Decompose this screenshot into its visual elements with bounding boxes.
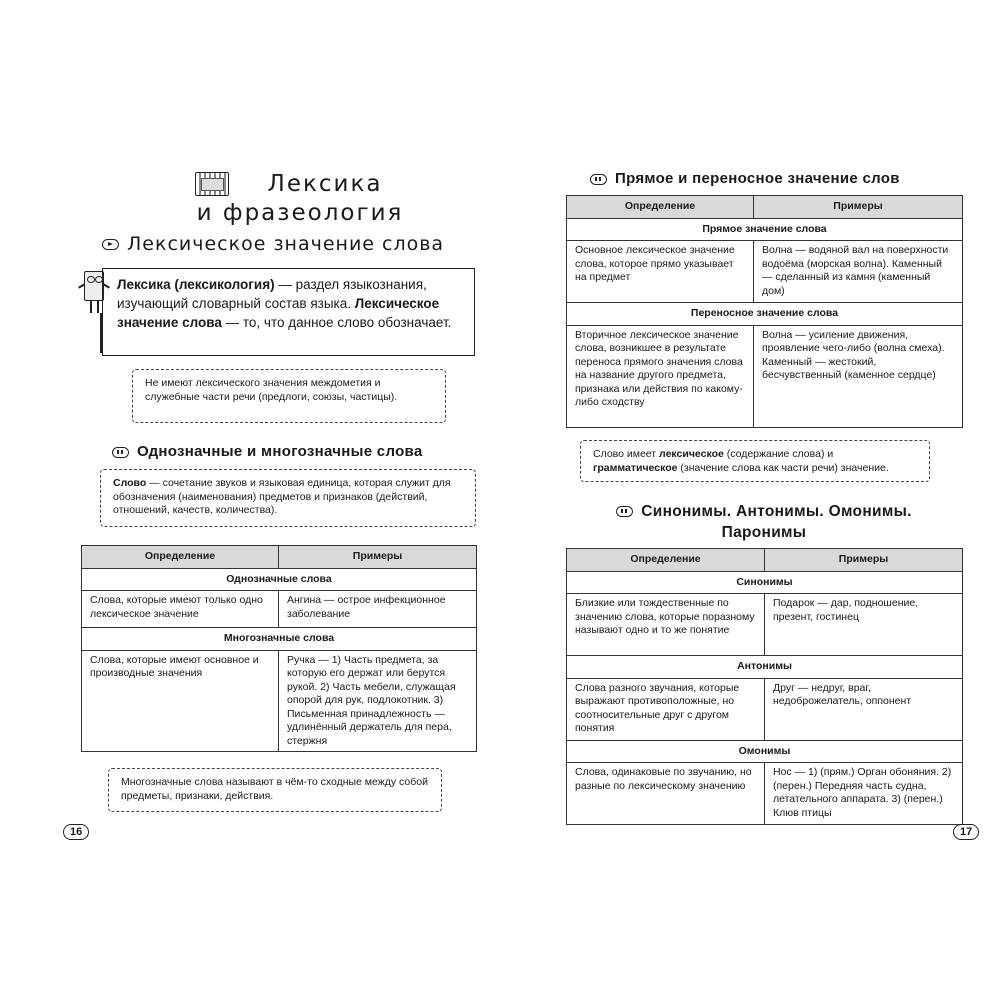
table-cell-definition: Близкие или тождественные по значению слова, которые поразному называют одно и то же понятие — [567, 594, 765, 656]
definition-box-lexicon — [102, 268, 475, 356]
table-section-title: Прямое значение слова — [567, 218, 963, 241]
page-number-right: 17 — [953, 824, 979, 840]
term-lexical-meaning: Лексическое значение слова — [117, 296, 440, 330]
chapter-title — [150, 170, 450, 228]
table-cell-definition: Слова, которые имеют основное и производные значения — [82, 650, 279, 752]
term-word: Слово — [113, 477, 147, 489]
heading-synonyms-line2: Паронимы — [721, 524, 807, 541]
table-cell-examples: Нос — 1) (прям.) Орган обоняния. 2) (перен.) Передняя часть судна, летательного аппарата. 3) (перен.) Клюв птицы — [765, 763, 963, 825]
table-direct-figurative — [566, 195, 963, 428]
table-cell-examples: Ручка — 1) Часть предмета, за которую его держат или берутся рукой. 2) Часть мебели, служащая опорой для рук, подлокотник. 3) Письменная принадлежность — удлинённый держатель для пера, стержня — [279, 650, 477, 752]
note-lexical-grammatical: Слово имеет лексическое (содержание слова) и грамматическое (значение слова как части речи) значение. — [580, 440, 930, 482]
table-section-title: Однозначные слова — [82, 568, 477, 591]
table-header-definition: Определение — [567, 196, 754, 219]
table-synonyms — [566, 548, 963, 825]
pause-bullet-icon — [112, 447, 129, 458]
def-word-text: — сочетание звуков и языковая единица, которая служит для обозначения (наименования) предметов и признаков (действий, отношений, качеств, количества). — [113, 477, 451, 516]
heading-direct-figurative: Прямое и переносное значение слов — [590, 170, 970, 187]
section-heading-lexical-meaning: Лексическое значение слова — [102, 233, 482, 255]
pause-bullet-icon — [616, 506, 633, 517]
table-cell-examples: Подарок — дар, подношение, презент, гостинец — [765, 594, 963, 656]
chapter-title-line1: Лексика — [267, 171, 383, 197]
def-lexicon-text: — раздел языкознания, изучающий словарный состав языка. — [117, 277, 427, 311]
table-section-title: Омонимы — [567, 740, 963, 763]
table-header-definition: Определение — [567, 549, 765, 572]
chapter-title-line2: и фразеология — [196, 200, 404, 226]
table-cell-examples: Друг — недруг, враг, недоброжелатель, оппонент — [765, 678, 963, 740]
subheading-single-multi: Однозначные и многозначные слова — [112, 443, 472, 460]
table-single-multi — [81, 545, 477, 752]
table-section-title: Многозначные слова — [82, 628, 477, 651]
table-section-title: Антонимы — [567, 656, 963, 679]
table-cell-definition: Слова, одинаковые по звучанию, но разные по лексическому значению — [567, 763, 765, 825]
table-cell-definition: Слова разного звучания, которые выражают противоположные, но соотносительные друг с другом понятия — [567, 678, 765, 740]
table-section-title: Переносное значение слова — [567, 303, 963, 326]
def-lexical-meaning-text: — то, что данное слово обозначает. — [221, 315, 452, 330]
table-cell-definition: Слова, которые имеют только одно лексическое значение — [82, 591, 279, 628]
note-no-lexical-meaning: Не имеют лексического значения междометия и служебные части речи (предлоги, союзы, частицы). — [132, 369, 446, 423]
table-header-examples: Примеры — [765, 549, 963, 572]
table-header-examples: Примеры — [754, 196, 963, 219]
table-header-examples: Примеры — [279, 546, 477, 569]
play-bullet-icon — [102, 239, 119, 250]
term-lexicon: Лексика (лексикология) — [117, 277, 275, 292]
table-cell-definition: Вторичное лексическое значение слова, возникшее в результате переноса прямого значения слова на название другого предмета, признака или действия по какому-либо сходству — [567, 325, 754, 427]
pause-bullet-icon — [590, 174, 607, 185]
table-cell-examples: Волна — водяной вал на поверхности водоёма (морская волна). Каменный — сделанный из камня (каменный дом) — [754, 241, 963, 303]
table-cell-examples: Ангина — острое инфекционное заболевание — [279, 591, 477, 628]
table-cell-definition: Основное лексическое значение слова, которое прямо указывает на предмет — [567, 241, 754, 303]
page-number-left: 16 — [63, 824, 89, 840]
table-section-title: Синонимы — [567, 571, 963, 594]
heading-synonyms: Синонимы. Антонимы. Омонимы. Паронимы — [566, 501, 962, 543]
table-cell-examples: Волна — усиление движения, проявление чего-либо (волна смеха). Каменный — жестокий, бесчувственный (каменное сердце) — [754, 325, 963, 427]
note-multi-meaning: Многозначные слова называют в чём-то сходные между собой предметы, признаки, действия. — [108, 768, 442, 812]
table-header-definition: Определение — [82, 546, 279, 569]
note-word-definition — [100, 469, 476, 527]
